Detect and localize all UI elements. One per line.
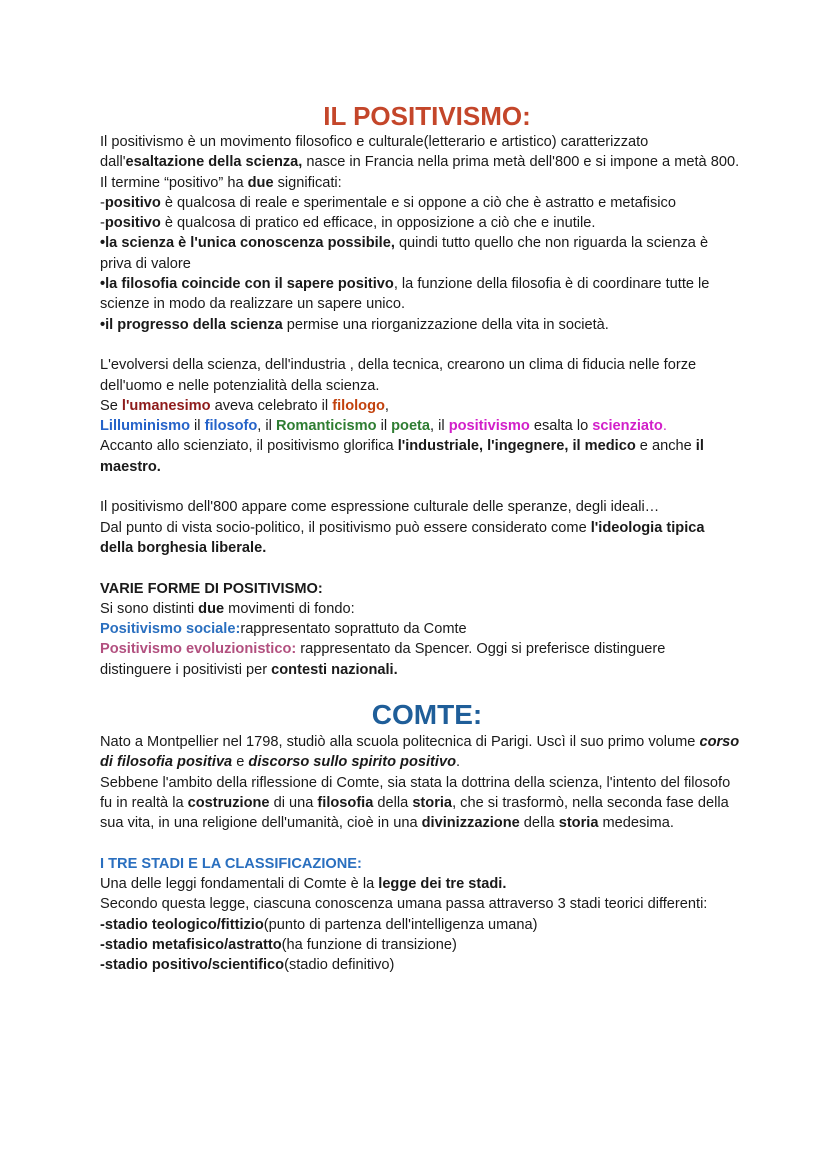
highlight-positivismo-evoluzionistico: Positivismo evoluzionistico: [100, 641, 297, 658]
spacer [100, 335, 740, 355]
highlight-positivismo: positivismo [448, 418, 530, 435]
text: Una delle leggi fondamentali di Comte è la [100, 876, 379, 893]
paragraph-umanesimo [100, 396, 740, 416]
paragraph-sebbene [100, 773, 740, 834]
text: . [456, 754, 461, 771]
bold-text: costruzione [187, 794, 270, 811]
intro-line [100, 233, 740, 274]
text: della [519, 815, 559, 832]
text: di una [269, 794, 318, 811]
bold-text: positivo [104, 215, 161, 232]
spacer [100, 477, 740, 497]
paragraph-ideologia [100, 518, 740, 559]
bold-text: legge dei tre stadi. [378, 876, 507, 893]
highlight-filosofo: filosofo [204, 418, 258, 435]
text: aveva celebrato il [210, 397, 333, 414]
bold-text: -stadio teologico/fittizio [100, 916, 264, 933]
text: , il [257, 418, 276, 435]
text: Sebbene l'ambito della riflessione di Comte, sia stata la dottrina della scienza, l'intento del filosofo fu in realtà la [100, 774, 731, 811]
paragraph-illuminismo [100, 416, 740, 436]
title-positivismo: IL POSITIVISMO: [323, 101, 531, 131]
intro-line [100, 213, 740, 233]
paragraph-movimenti [100, 599, 740, 619]
paragraph-legge [100, 874, 740, 894]
paragraph-evoluzionistico [100, 639, 740, 680]
highlight-poeta: poeta [391, 418, 431, 435]
bold-text: •la scienza è l'unica conoscenza possibile, [100, 235, 395, 252]
intro-paragraph [100, 132, 740, 173]
bold-italic-text: discorso sullo spirito positivo [248, 754, 456, 771]
text: movimenti di fondo: [224, 600, 355, 617]
bold-text: -stadio positivo/scientifico [100, 957, 285, 974]
list-item-stadio-teologico [100, 915, 740, 935]
paragraph-ottocento [100, 497, 740, 517]
list-item-stadio-positivo [100, 955, 740, 975]
text: esalta lo [529, 418, 593, 435]
bold-text: storia [412, 794, 453, 811]
text: Nato a Montpellier nel 1798, studiò alla scuola politecnica di Parigi. Uscì il suo primo volume [100, 734, 700, 751]
text: - [100, 215, 105, 232]
text: il [190, 418, 205, 435]
bold-text: •la filosofia coincide con il sapere positivo [100, 276, 394, 293]
text: è qualcosa di reale e sperimentale e si oppone a ciò che è astratto e metafisico [160, 194, 676, 211]
bold-text: il maestro. [100, 438, 704, 475]
spacer [100, 680, 740, 698]
bold-text: filosofia [317, 794, 374, 811]
text: (punto di partenza dell'intelligenza umana) [263, 916, 538, 933]
text: Secondo questa legge, ciascuna conoscenza umana passa attraverso 3 stadi teorici differenti: [100, 896, 708, 913]
bold-text: contesti nazionali. [271, 661, 398, 678]
text: e anche [635, 438, 696, 455]
text: significati: [273, 174, 342, 191]
text: , che si trasformò, nella seconda fase della sua vita, in una religione dell'umanità, cioè in una [100, 794, 729, 832]
text: (stadio definitivo) [284, 957, 395, 974]
text: , [384, 397, 389, 414]
text: Dal punto di vista socio-politico, il positivismo può essere considerato come [100, 519, 591, 536]
list-item-stadio-metafisico [100, 935, 740, 955]
title-comte: COMTE: [371, 699, 483, 731]
text: , la funzione della filosofia è di coordinare tutte le scienze in modo da realizzare un sapere unico. [100, 276, 710, 313]
intro-line [100, 193, 740, 213]
text: (ha funzione di transizione) [281, 936, 457, 953]
bold-italic-text: corso di filosofia positiva [100, 734, 740, 771]
bold-text: l'ideologia tipica della borghesia liberale. [100, 519, 705, 556]
text: permise una riorganizzazione della vita in società. [282, 316, 609, 333]
intro-line [100, 315, 740, 335]
bold-text: -stadio metafisico/astratto [100, 936, 282, 953]
bold-text: storia [558, 815, 599, 832]
text: rappresentato da Spencer. Oggi si preferisce distinguere distinguere i positivisti per [100, 641, 666, 678]
bold-text: divinizzazione [421, 815, 520, 832]
text: Accanto allo scienziato, il positivismo glorifica [100, 438, 398, 455]
text: è qualcosa di pratico ed efficace, in opposizione a ciò che e inutile. [160, 215, 596, 232]
text: rappresentato soprattuto da Comte [240, 621, 467, 638]
bold-text: due [247, 174, 274, 191]
text: L'evolversi della scienza, dell'industria , della tecnica, crearono un clima di fiducia nelle forze dell'uomo e nelle potenzialità della scienza. [100, 357, 697, 394]
text: Il positivismo dell'800 appare come espressione culturale delle speranze, degli ideali… [100, 499, 660, 516]
spacer [100, 558, 740, 578]
bold-text: positivo [104, 194, 161, 211]
text: . [662, 418, 667, 435]
heading-tre-stadi: I TRE STADI E LA CLASSIFICAZIONE: [100, 855, 362, 872]
bold-text: l'industriale, l'ingegnere, il medico [397, 438, 636, 455]
bold-text: •il progresso della scienza [100, 316, 283, 333]
heading-varie-forme: VARIE FORME DI POSITIVISMO: [100, 580, 323, 597]
text: medesima. [598, 815, 674, 832]
bold-text: esaltazione della scienza, [125, 154, 303, 171]
text: - [100, 194, 105, 211]
highlight-romanticismo: Romanticismo [275, 418, 377, 435]
text: e [232, 754, 249, 771]
intro-line [100, 173, 740, 193]
text: Se [100, 397, 122, 414]
highlight-positivismo-sociale: Positivismo sociale: [100, 621, 241, 638]
text: , il [430, 418, 449, 435]
text: Il termine “positivo” ha [100, 174, 248, 191]
spacer [100, 834, 740, 854]
highlight-scienziato: scienziato [592, 418, 663, 435]
paragraph-evolversi [100, 355, 740, 396]
text: Il positivismo è un movimento filosofico e culturale(letterario e artistico) caratterizzato dall' [100, 134, 649, 171]
text: Si sono distinti [100, 600, 199, 617]
paragraph-accanto [100, 436, 740, 477]
highlight-illuminismo: Lilluminismo [100, 418, 190, 435]
paragraph-sociale [100, 619, 740, 639]
text: quindi tutto quello che non riguarda la scienza è priva di valore [100, 235, 709, 272]
bold-text: due [198, 600, 225, 617]
intro-line [100, 274, 740, 315]
paragraph-nato [100, 732, 740, 773]
highlight-filologo: filologo [332, 397, 385, 414]
paragraph-secondo [100, 894, 740, 914]
text: il [376, 418, 392, 435]
document-content [100, 100, 740, 976]
text: della [373, 794, 413, 811]
highlight-umanesimo: l'umanesimo [121, 397, 211, 414]
text: nasce in Francia nella prima metà dell'800 e si impone a metà 800. [302, 154, 740, 171]
